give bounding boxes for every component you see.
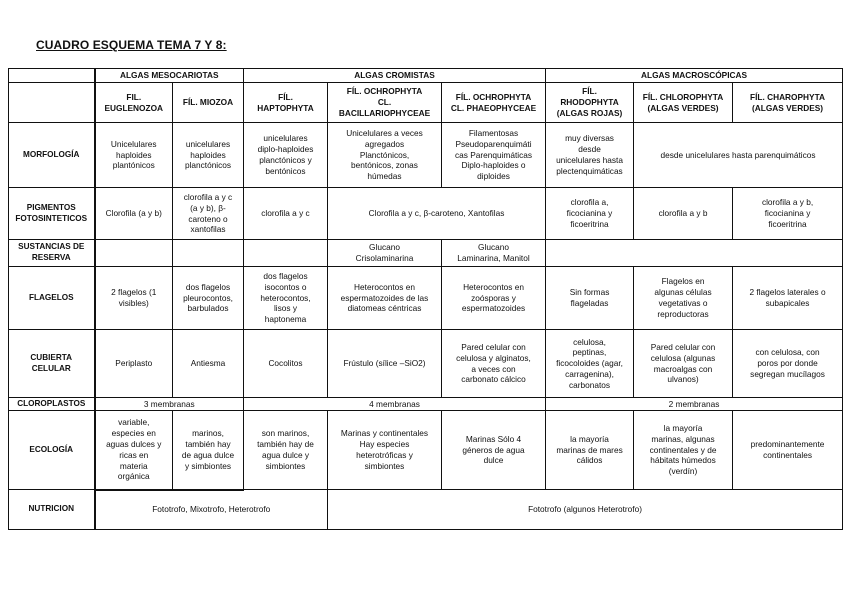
cell-phaeophyceae: Filamentosas Pseudoparenquimáti cas Parenquimáticas Diplo-haploides o diploides bbox=[442, 123, 546, 188]
row-label: NUTRICION bbox=[9, 490, 95, 530]
cell-rhodophyta: la mayoría marinas de mares cálidos bbox=[546, 411, 634, 490]
group-header-row bbox=[9, 69, 843, 83]
cell-chlorophyta-charophyta: desde unicelulares hasta parenquimáticos bbox=[634, 123, 843, 188]
cell-haptophyta: Cocolitos bbox=[244, 330, 328, 398]
cell-rhodophyta: clorofila a, ficocianina y ficoeritrina bbox=[546, 188, 634, 240]
cell-bacillariophyceae: Unicelulares a veces agregados Planctónicos, bentónicos, zonas húmedas bbox=[328, 123, 442, 188]
cell-charophyta: 2 flagelos laterales o subapicales bbox=[733, 267, 843, 330]
cell-macroscopicas: 2 membranas bbox=[546, 398, 843, 411]
row-label: FLAGELOS bbox=[9, 267, 95, 330]
cell-miozoa: dos flagelos pleurocontos, barbulados bbox=[173, 267, 244, 330]
cell-euglenozoa: Unicelulares haploides plantónicos bbox=[95, 123, 173, 188]
cell-bacillariophyceae: Frústulo (sílice –SiO2) bbox=[328, 330, 442, 398]
cell-rhodophyta: Sin formas flageladas bbox=[546, 267, 634, 330]
group-mesocariotas: ALGAS MESOCARIOTAS bbox=[95, 69, 244, 83]
cell-ochrophyta: Clorofila a y c, β-caroteno, Xantofilas bbox=[328, 188, 546, 240]
cell-haptophyta: son marinos, también hay de agua dulce y simbiontes bbox=[244, 411, 328, 490]
empty-header-cell bbox=[9, 83, 95, 123]
col-phaeophyceae: FÍL. OCHROPHYTA CL. PHAEOPHYCEAE bbox=[442, 83, 546, 123]
cell-chlorophyta: la mayoría marinas, algunas continentales y de hábitats húmedos (verdín) bbox=[634, 411, 733, 490]
cell-nutricion-first: Fototrofo, Mixotrofo, Heterotrofo bbox=[95, 490, 328, 530]
cell-macroscopicas bbox=[546, 240, 843, 267]
row-nutricion bbox=[9, 490, 843, 530]
col-haptophyta: FÍL. HAPTOPHYTA bbox=[244, 83, 328, 123]
cell-phaeophyceae: Pared celular con celulosa y alginatos, a veces con carbonato cálcico bbox=[442, 330, 546, 398]
row-morfologia bbox=[9, 123, 843, 188]
cell-chlorophyta: Pared celular con celulosa (algunas macroalgas con ulvanos) bbox=[634, 330, 733, 398]
page-title: CUADRO ESQUEMA TEMA 7 Y 8: bbox=[36, 38, 227, 52]
cell-bacillariophyceae: Marinas y continentales Hay especies heterotróficas y simbiontes bbox=[328, 411, 442, 490]
group-macroscopicas: ALGAS MACROSCÓPICAS bbox=[546, 69, 843, 83]
row-label: PIGMENTOS FOTOSINTETICOS bbox=[9, 188, 95, 240]
cell-chlorophyta: Flagelos en algunas células vegetativas o reproductoras bbox=[634, 267, 733, 330]
cell-bacillariophyceae: Heterocontos en espermatozoides de las diatomeas céntricas bbox=[328, 267, 442, 330]
row-cloroplastos bbox=[9, 398, 843, 411]
row-flagelos bbox=[9, 267, 843, 330]
cell-phaeophyceae: Glucano Laminarina, Manitol bbox=[442, 240, 546, 267]
col-bacillariophyceae: FÍL. OCHROPHYTA CL. BACILLARIOPHYCEAE bbox=[328, 83, 442, 123]
cell-charophyta: con celulosa, con poros por donde segregan mucílagos bbox=[733, 330, 843, 398]
cell-miozoa: Antiesma bbox=[173, 330, 244, 398]
cell-euglenozoa: variable, especies en aguas dulces y ricas en materia orgánica bbox=[95, 411, 173, 490]
cell-cromistas: 4 membranas bbox=[244, 398, 546, 411]
row-label: CUBIERTA CELULAR bbox=[9, 330, 95, 398]
cell-chlorophyta: clorofila a y b bbox=[634, 188, 733, 240]
cell-nutricion-rest: Fototrofo (algunos Heterotrofo) bbox=[328, 490, 843, 530]
cell-charophyta: clorofila a y b, ficocianina y ficoeritrina bbox=[733, 188, 843, 240]
cell-euglenozoa: 2 flagelos (1 visibles) bbox=[95, 267, 173, 330]
summary-table bbox=[8, 68, 843, 530]
column-header-row bbox=[9, 83, 843, 123]
cell-rhodophyta: celulosa, peptinas, ficocoloides (agar, carragenina), carbonatos bbox=[546, 330, 634, 398]
col-rhodophyta: FÍL. RHODOPHYTA (ALGAS ROJAS) bbox=[546, 83, 634, 123]
cell-phaeophyceae: Marinas Sólo 4 géneros de agua dulce bbox=[442, 411, 546, 490]
row-label: ECOLOGÍA bbox=[9, 411, 95, 490]
cell-haptophyta: clorofila a y c bbox=[244, 188, 328, 240]
col-miozoa: FÍL. MIOZOA bbox=[173, 83, 244, 123]
cell-bacillariophyceae: Glucano Crisolaminarina bbox=[328, 240, 442, 267]
col-charophyta: FÍL. CHAROPHYTA (ALGAS VERDES) bbox=[733, 83, 843, 123]
cell-haptophyta bbox=[244, 240, 328, 267]
row-label: SUSTANCIAS DE RESERVA bbox=[9, 240, 95, 267]
cell-miozoa bbox=[173, 240, 244, 267]
cell-miozoa: clorofila a y c (a y b), β- caroteno o xantofilas bbox=[173, 188, 244, 240]
cell-phaeophyceae: Heterocontos en zoósporas y espermatozoides bbox=[442, 267, 546, 330]
cell-euglenozoa bbox=[95, 240, 173, 267]
col-chlorophyta: FÍL. CHLOROPHYTA (ALGAS VERDES) bbox=[634, 83, 733, 123]
row-ecologia bbox=[9, 411, 843, 490]
cell-euglenozoa: Clorofila (a y b) bbox=[95, 188, 173, 240]
group-cromistas: ALGAS CROMISTAS bbox=[244, 69, 546, 83]
row-label: MORFOLOGÍA bbox=[9, 123, 95, 188]
row-reserva bbox=[9, 240, 843, 267]
cell-charophyta: predominantemente continentales bbox=[733, 411, 843, 490]
row-pigmentos bbox=[9, 188, 843, 240]
cell-euglenozoa: Periplasto bbox=[95, 330, 173, 398]
col-euglenozoa: FIL. EUGLENOZOA bbox=[95, 83, 173, 123]
cell-miozoa: unicelulares haploides planctónicos bbox=[173, 123, 244, 188]
cell-miozoa: marinos, también hay de agua dulce y simbiontes bbox=[173, 411, 244, 490]
cell-haptophyta: dos flagelos isocontos o heterocontos, lisos y haptonema bbox=[244, 267, 328, 330]
cell-haptophyta: unicelulares diplo-haploides planctónicos y bentónicos bbox=[244, 123, 328, 188]
row-label: CLOROPLASTOS bbox=[9, 398, 95, 411]
empty-corner-cell bbox=[9, 69, 95, 83]
cell-rhodophyta: muy diversas desde unicelulares hasta plectenquimáticas bbox=[546, 123, 634, 188]
cell-mesocariotas: 3 membranas bbox=[95, 398, 244, 411]
row-cubierta bbox=[9, 330, 843, 398]
